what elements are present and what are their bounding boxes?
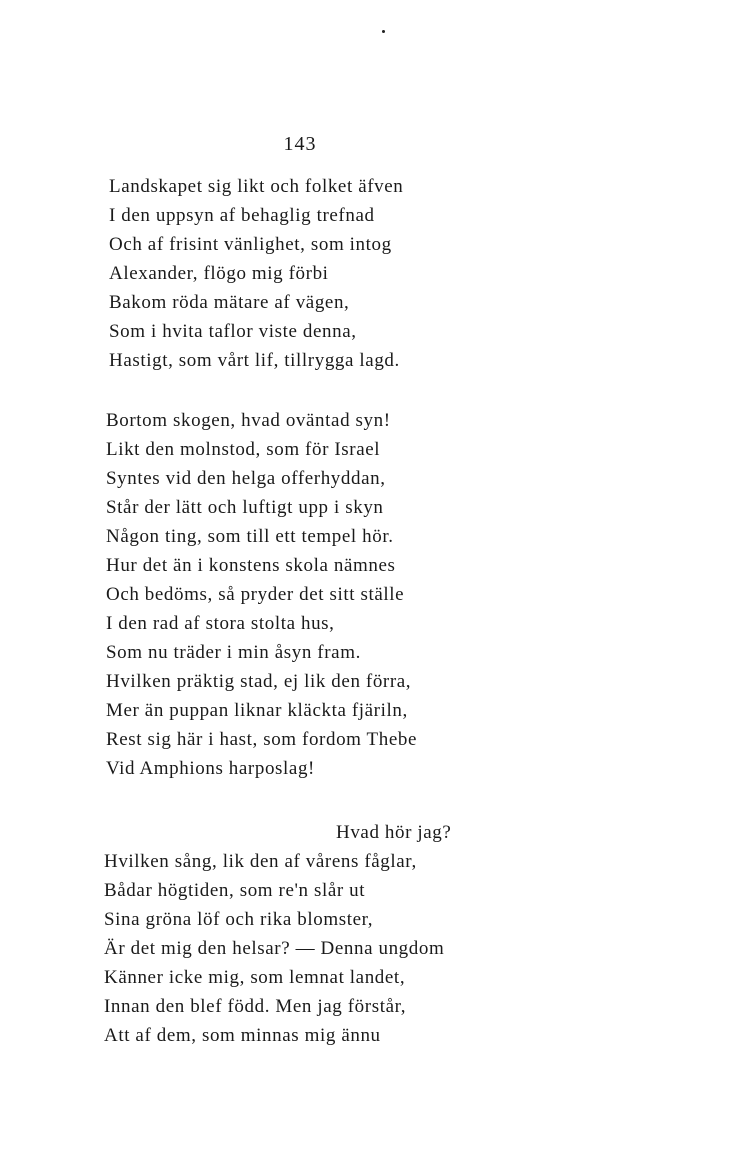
verse-line: Likt den molnstod, som för Israel <box>106 439 381 460</box>
verse-line: Vid Amphions harposlag! <box>106 758 315 779</box>
verse-line: Alexander, flögo mig förbi <box>109 263 329 284</box>
verse-line: Mer än puppan liknar kläckta fjäriln, <box>106 700 408 721</box>
verse-line: Syntes vid den helga offerhyddan, <box>106 468 386 489</box>
verse-line: Hvilken präktig stad, ej lik den förra, <box>106 671 412 692</box>
verse-line: I den uppsyn af behaglig trefnad <box>109 205 375 226</box>
verse-line: Sina gröna löf och rika blomster, <box>104 909 374 930</box>
verse-line: Bortom skogen, hvad oväntad syn! <box>106 410 391 431</box>
verse-line: Som i hvita taflor viste denna, <box>109 321 357 342</box>
verse-line: Landskapet sig likt och folket äfven <box>109 176 404 197</box>
verse-line: Bakom röda mätare af vägen, <box>109 292 350 313</box>
verse-line: Hvilken sång, lik den af vårens fåglar, <box>104 851 417 872</box>
verse-line: Någon ting, som till ett tempel hör. <box>106 526 394 547</box>
verse-line: Står der lätt och luftigt upp i skyn <box>106 497 384 518</box>
verse-line: Och bedöms, så pryder det sitt ställe <box>106 584 405 605</box>
verse-line: Rest sig här i hast, som fordom Thebe <box>106 729 418 750</box>
verse-line: Hastigt, som vårt lif, tillrygga lagd. <box>109 350 400 371</box>
verse-line-indented: Hvad hör jag? <box>336 822 452 843</box>
stanza <box>106 406 417 783</box>
verse-line: Hur det än i konstens skola nämnes <box>106 555 396 576</box>
stanza <box>109 172 403 375</box>
verse-line: I den rad af stora stolta hus, <box>106 613 335 634</box>
stanza <box>104 818 451 1050</box>
page-number: 143 <box>283 133 317 155</box>
printer-mark <box>382 30 385 33</box>
verse-line: Känner icke mig, som lemnat landet, <box>104 967 406 988</box>
verse-line: Och af frisint vänlighet, som intog <box>109 234 392 255</box>
verse-line: Som nu träder i min åsyn fram. <box>106 642 361 663</box>
verse-line: Innan den blef född. Men jag förstår, <box>104 996 407 1017</box>
verse-line: Bådar högtiden, som re'n slår ut <box>104 880 366 901</box>
verse-line: Att af dem, som minnas mig ännu <box>104 1025 381 1046</box>
verse-line: Är det mig den helsar? — Denna ungdom <box>104 938 445 959</box>
